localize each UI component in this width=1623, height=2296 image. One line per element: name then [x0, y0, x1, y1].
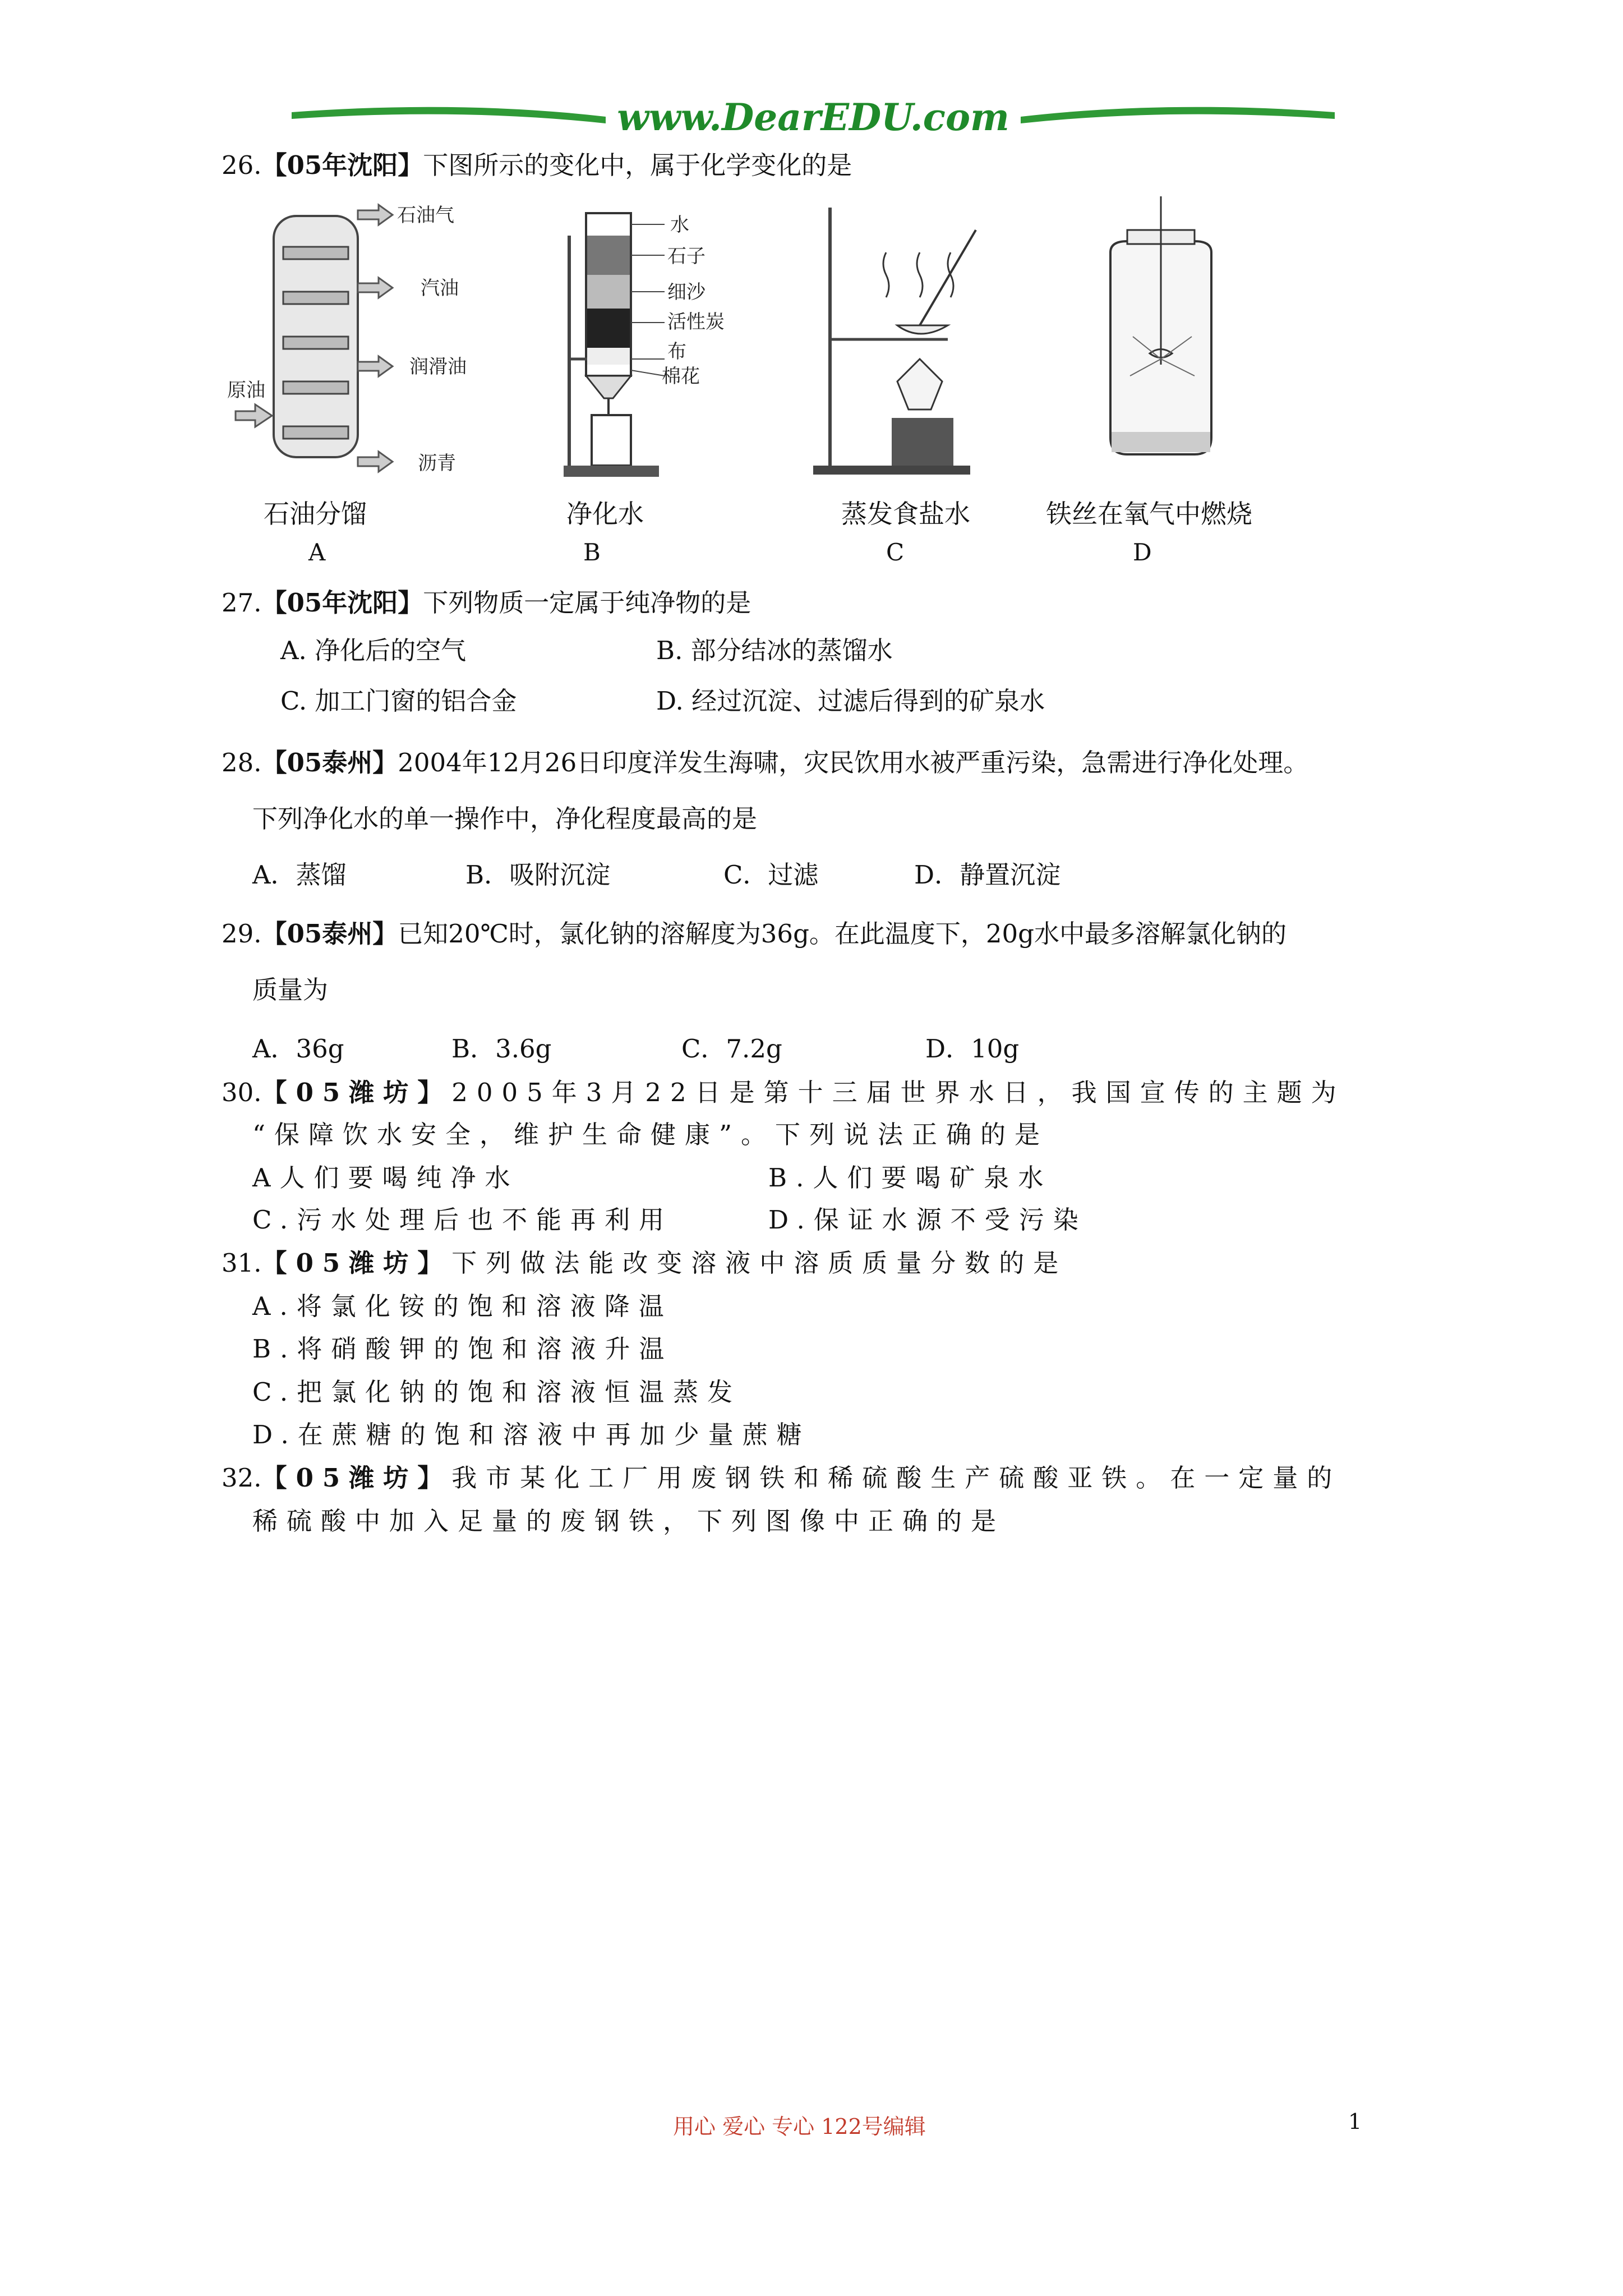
label-cotton: 棉花 [662, 365, 700, 388]
q32-stem-line2: 稀硫酸中加入足量的废钢铁，下列图像中正确的是 [252, 1506, 1006, 1536]
header-logo [292, 95, 1335, 146]
q29-stem: 29.【05泰州】已知20℃时，氯化钠的溶解度为36g。在此温度下，20g水中最多溶解氯化钠的 [222, 919, 1287, 949]
q27-option-c: C. 加工门窗的铝合金 [280, 686, 517, 716]
caption-c: 蒸发食盐水 [841, 499, 970, 529]
q29-option-d: D．10g [925, 1034, 1020, 1064]
q29-option-c: C．7.2g [681, 1034, 782, 1064]
label-petroleum-gas: 石油气 [397, 204, 454, 227]
q28-option-a: A．蒸馏 [252, 860, 347, 890]
q29-option-b: B．3.6g [451, 1034, 552, 1064]
q28-stem-line2: 下列净化水的单一操作中，净化程度最高的是 [252, 804, 758, 834]
letter-c: C [886, 539, 905, 566]
label-crude-oil: 原油 [227, 379, 265, 402]
figure-b-water-purifier [552, 202, 760, 482]
q31-stem: 31.【05潍坊】下列做法能改变溶液中溶质质量分数的是 [222, 1248, 1068, 1278]
q30-stem: 30.【05潍坊】2005年3月22日是第十三届世界水日，我国宣传的主题为 [222, 1078, 1345, 1107]
q30-option-d: D.保证水源不受污染 [768, 1205, 1087, 1235]
q30-option-a: A人们要喝纯净水 [252, 1163, 519, 1193]
figure-c-evaporation [808, 196, 1009, 477]
label-lubricating-oil: 润滑油 [409, 356, 467, 378]
q29-stem-line2: 质量为 [252, 975, 329, 1005]
page-number: 1 [1348, 2109, 1362, 2134]
q28-option-c: C．过滤 [723, 860, 819, 890]
q31-option-d: D.在蔗糖的饱和溶液中再加少量蔗糖 [252, 1420, 811, 1450]
figure-a-distillation-column [224, 194, 516, 477]
q31-option-b: B.将硝酸钾的饱和溶液升温 [252, 1334, 674, 1364]
label-cloth: 布 [667, 341, 686, 363]
caption-b: 净化水 [566, 499, 644, 529]
label-fine-sand: 细沙 [667, 281, 706, 303]
caption-d: 铁丝在氧气中燃烧 [1046, 499, 1252, 529]
q30-option-b: B.人们要喝矿泉水 [768, 1163, 1053, 1193]
label-gasoline: 汽油 [421, 277, 459, 300]
q26-stem: 26.【05年沈阳】下图所示的变化中，属于化学变化的是 [222, 150, 852, 180]
logo-text: www.DearEDU.com [617, 95, 1009, 139]
q27-option-d: D. 经过沉淀、过滤后得到的矿泉水 [656, 686, 1045, 716]
q28-stem: 28.【05泰州】2004年12月26日印度洋发生海啸，灾民饮用水被严重污染，急需进行净化处理。 [222, 748, 1309, 777]
q27-option-a: A. 净化后的空气 [280, 636, 467, 665]
letter-d: D [1133, 539, 1152, 566]
footer-text: 用心 爱心 专心 122号编辑 [673, 2114, 926, 2139]
q29-option-a: A．36g [252, 1034, 344, 1064]
label-stones: 石子 [667, 245, 706, 268]
label-water: 水 [670, 214, 689, 236]
q31-option-a: A.将氯化铵的饱和溶液降温 [252, 1291, 673, 1321]
letter-a: A [308, 539, 326, 566]
label-activated-carbon: 活性炭 [667, 311, 725, 333]
q27-stem: 27.【05年沈阳】下列物质一定属于纯净物的是 [222, 588, 751, 618]
q31-option-c: C.把氯化钠的饱和溶液恒温蒸发 [252, 1377, 742, 1407]
label-asphalt: 沥青 [418, 452, 456, 475]
figure-d-iron-burning-jar [1077, 196, 1245, 466]
q30-option-c: C.污水处理后也不能再利用 [252, 1205, 674, 1235]
q32-stem: 32.【05潍坊】我市某化工厂用废钢铁和稀硫酸生产硫酸亚铁。在一定量的 [222, 1463, 1341, 1493]
caption-a: 石油分馏 [264, 499, 367, 529]
q28-option-d: D．静置沉淀 [914, 860, 1061, 890]
letter-b: B [583, 539, 601, 566]
q28-option-b: B．吸附沉淀 [465, 860, 611, 890]
q30-stem-line2: “保障饮水安全，维护生命健康”。下列说法正确的是 [252, 1120, 1049, 1149]
q27-option-b: B. 部分结冰的蒸馏水 [656, 636, 893, 665]
